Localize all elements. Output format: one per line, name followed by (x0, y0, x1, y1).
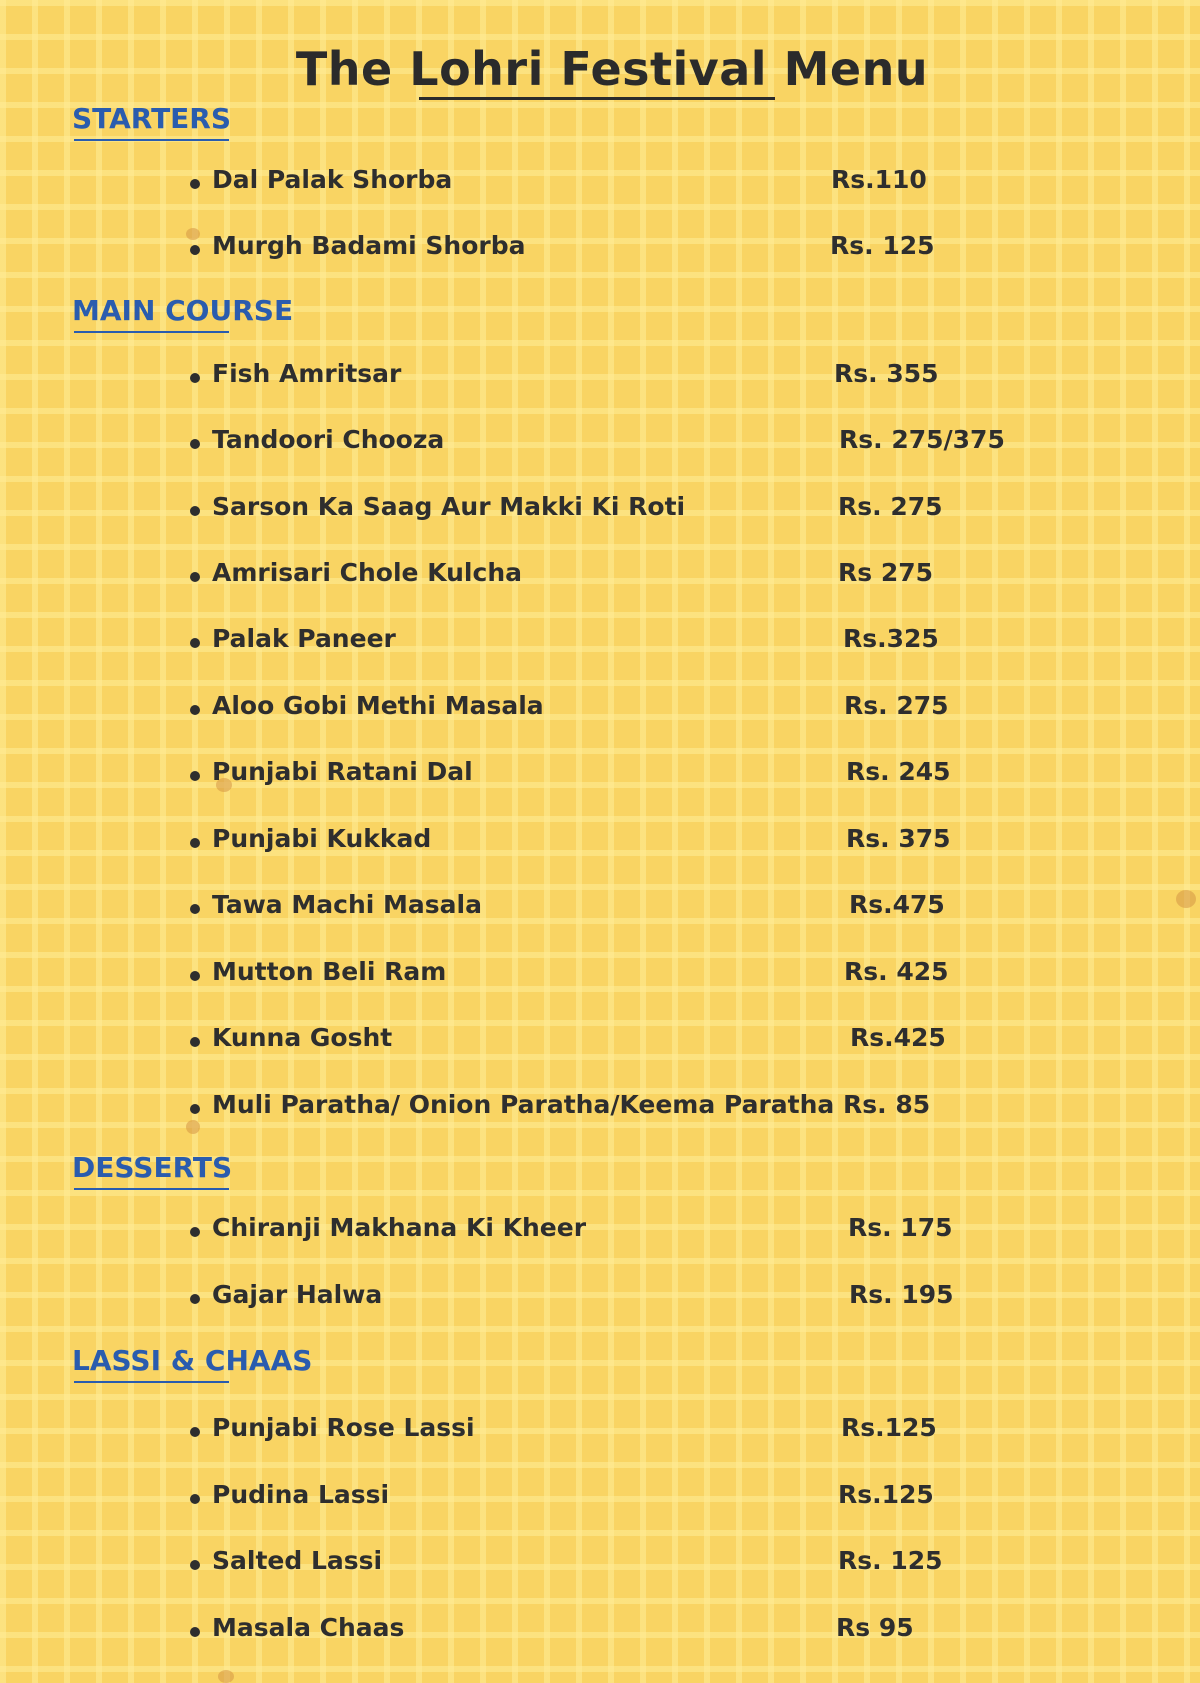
bullet-icon (190, 179, 200, 189)
item-name: Punjabi Ratani Dal (212, 757, 473, 786)
menu-item (190, 558, 1090, 594)
menu-item (190, 1413, 1090, 1449)
item-price: Rs.325 (843, 624, 939, 653)
item-name: Mutton Beli Ram (212, 957, 447, 986)
item-price: Rs. 275 (844, 691, 949, 720)
item-name: Palak Paneer (212, 624, 396, 653)
item-price: Rs. 375 (846, 824, 951, 853)
item-price: Rs.110 (831, 165, 927, 194)
item-name: Tandoori Chooza (212, 425, 445, 454)
menu-item (190, 1090, 1090, 1126)
item-price: Rs. 355 (834, 359, 939, 388)
stain-decoration (218, 1670, 234, 1683)
section-heading-lassi-chaas: LASSI & CHAAS (72, 1344, 313, 1377)
bullet-icon (190, 373, 200, 383)
bullet-icon (190, 245, 200, 255)
bullet-icon (190, 1227, 200, 1237)
bullet-icon (190, 506, 200, 516)
item-price: Rs.475 (849, 890, 945, 919)
bullet-icon (190, 705, 200, 715)
stain-decoration (1176, 890, 1196, 908)
item-name: Aloo Gobi Methi Masala (212, 691, 544, 720)
item-name: Amrisari Chole Kulcha (212, 558, 522, 587)
menu-item (190, 231, 1090, 267)
item-name: Punjabi Rose Lassi (212, 1413, 475, 1442)
menu-item (190, 890, 1090, 926)
bullet-icon (190, 1494, 200, 1504)
item-price: Rs. 245 (846, 757, 951, 786)
item-name: Salted Lassi (212, 1546, 383, 1575)
item-name: Masala Chaas (212, 1613, 405, 1642)
item-price: Rs. 425 (844, 957, 949, 986)
bullet-icon (190, 572, 200, 582)
bullet-icon (190, 1560, 200, 1570)
item-price: Rs. 85 (843, 1090, 931, 1119)
item-price: Rs. 125 (830, 231, 935, 260)
bullet-icon (190, 1627, 200, 1637)
item-price: Rs. 175 (848, 1213, 953, 1242)
menu-item (190, 1613, 1090, 1649)
section-underline (74, 1188, 229, 1190)
menu-item (190, 824, 1090, 860)
menu-item (190, 1280, 1090, 1316)
item-price: Rs 95 (836, 1613, 914, 1642)
title-underline (419, 97, 775, 100)
item-price: Rs. 195 (849, 1280, 954, 1309)
item-name: Gajar Halwa (212, 1280, 383, 1309)
menu-item (190, 1213, 1090, 1249)
menu-item (190, 165, 1090, 201)
item-price: Rs 275 (838, 558, 934, 587)
menu-item (190, 691, 1090, 727)
menu-title: The Lohri Festival Menu (295, 42, 929, 96)
menu-item (190, 1546, 1090, 1582)
item-name: Pudina Lassi (212, 1480, 390, 1509)
bullet-icon (190, 838, 200, 848)
bullet-icon (190, 771, 200, 781)
bullet-icon (190, 1427, 200, 1437)
item-price: Rs. 275 (838, 492, 943, 521)
menu-item (190, 359, 1090, 395)
bullet-icon (190, 904, 200, 914)
menu-item (190, 624, 1090, 660)
item-name: Muli Paratha/ Onion Paratha/Keema Paratha (212, 1090, 835, 1119)
section-underline (74, 331, 229, 333)
section-underline (74, 1381, 229, 1383)
section-heading-main-course: MAIN COURSE (72, 294, 294, 327)
bullet-icon (190, 1037, 200, 1047)
item-name: Fish Amritsar (212, 359, 402, 388)
item-price: Rs.425 (850, 1023, 946, 1052)
item-name: Murgh Badami Shorba (212, 231, 526, 260)
menu-item (190, 757, 1090, 793)
item-price: Rs. 275/375 (839, 425, 1005, 454)
menu-item (190, 425, 1090, 461)
item-name: Kunna Gosht (212, 1023, 393, 1052)
section-underline (74, 139, 229, 141)
menu-item (190, 1023, 1090, 1059)
bullet-icon (190, 1294, 200, 1304)
menu-item (190, 492, 1090, 528)
bullet-icon (190, 638, 200, 648)
item-name: Sarson Ka Saag Aur Makki Ki Roti (212, 492, 686, 521)
section-heading-starters: STARTERS (72, 102, 232, 135)
item-name: Chiranji Makhana Ki Kheer (212, 1213, 587, 1242)
item-name: Punjabi Kukkad (212, 824, 432, 853)
item-name: Tawa Machi Masala (212, 890, 482, 919)
bullet-icon (190, 971, 200, 981)
menu-item (190, 1480, 1090, 1516)
bullet-icon (190, 1104, 200, 1114)
item-name: Dal Palak Shorba (212, 165, 453, 194)
bullet-icon (190, 439, 200, 449)
item-price: Rs. 125 (838, 1546, 943, 1575)
menu-item (190, 957, 1090, 993)
section-heading-desserts: DESSERTS (72, 1151, 233, 1184)
item-price: Rs.125 (841, 1413, 937, 1442)
item-price: Rs.125 (838, 1480, 934, 1509)
